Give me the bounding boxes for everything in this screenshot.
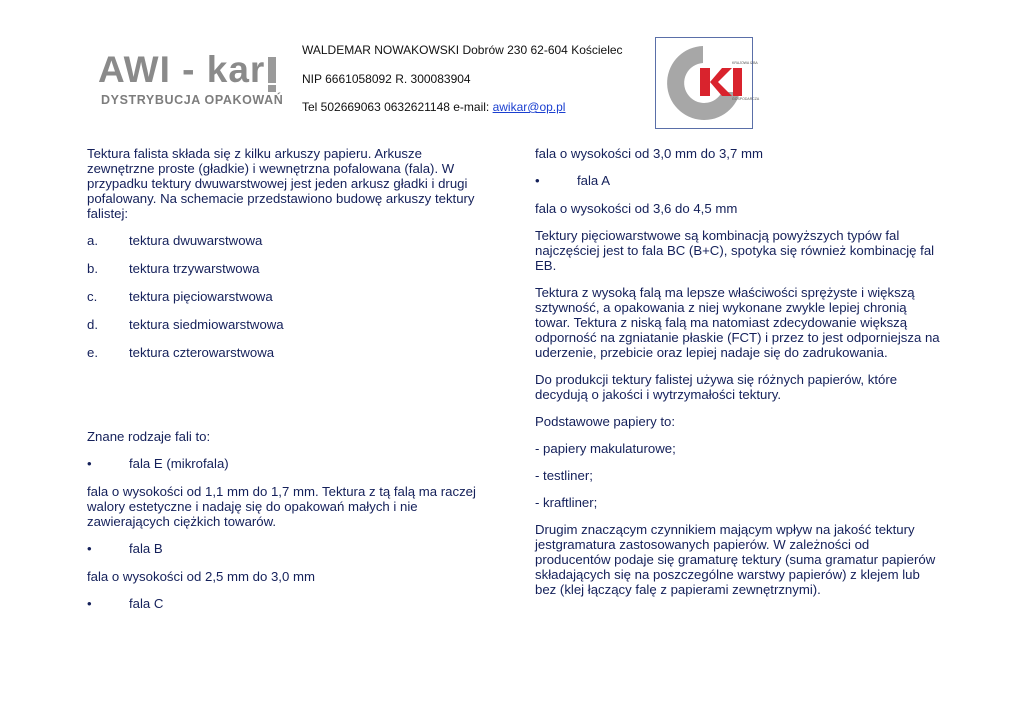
company-tax-ids: NIP 6661058092 R. 300083904	[302, 71, 471, 86]
bullet-marker: •	[87, 456, 92, 471]
chamber-emblem	[655, 37, 760, 129]
papers-intro-paragraph: Do produkcji tektury falistej używa się różnych papierów, które decydują o jakości i wytrzymałości tektury.	[535, 372, 898, 402]
list-marker: c.	[87, 289, 98, 304]
wave-list-item	[87, 456, 492, 471]
logo-dot-mark	[268, 85, 276, 92]
emblem-k-stem	[700, 68, 710, 96]
bullet-marker: •	[87, 541, 92, 556]
list-marker: a.	[87, 233, 98, 248]
list-marker: b.	[87, 261, 98, 276]
wave-list-item	[87, 596, 492, 611]
logo-tagline: DYSTRYBUCJA OPAKOWAŃ	[101, 93, 284, 107]
wave-height-paragraph: Tektura z wysoką falą ma lepsze właściwości sprężyste i większą sztywność, a opakowania z niej wykonane zwykle lepiej chronią towar. Tektura z niską falą ma natomiast zdecydowanie większą odporność na zgniatanie płaskie (FCT) i przez to jest odporniejsza na uderzenie, przebicie oraz lepiej nadaje się do zadrukowania.	[535, 285, 940, 360]
schema-spacer	[87, 373, 492, 429]
list-item-text: tektura czterowarstwowa	[129, 345, 275, 360]
bullet-marker: •	[535, 173, 540, 188]
waves-heading: Znane rodzaje fali to:	[87, 429, 211, 444]
type-list-item	[87, 261, 492, 276]
emblem-k-arms	[710, 68, 732, 96]
wave-label: fala A	[577, 173, 610, 188]
paper-item: - papiery makulaturowe;	[535, 441, 676, 456]
right-column	[535, 146, 940, 609]
emblem-i	[733, 68, 742, 96]
paper-item: - testliner;	[535, 468, 593, 483]
logo-bar-mark	[268, 57, 276, 83]
type-list-item	[87, 233, 492, 248]
emblem-small-text-2: GOSPODARCZA	[732, 97, 760, 101]
list-item-text: tektura dwuwarstwowa	[129, 233, 263, 248]
bullet-marker: •	[87, 596, 92, 611]
wave-label: fala E (mikrofala)	[129, 456, 229, 471]
email-link[interactable]: awikar@op.pl	[492, 100, 566, 114]
wave-description: fala o wysokości od 2,5 mm do 3,0 mm	[87, 569, 315, 584]
wave-description: fala o wysokości od 3,0 mm do 3,7 mm	[535, 146, 763, 161]
wave-list-item	[87, 541, 492, 556]
papers-heading: Podstawowe papiery to:	[535, 414, 676, 429]
five-layer-paragraph: Tektury pięciowarstwowe są kombinacją powyższych typów fal najczęściej jest to fala BC (B+C), spotyka się również kombinację fal EB.	[535, 228, 935, 273]
wave-list-item	[535, 173, 940, 188]
wave-label: fala C	[129, 596, 164, 611]
left-column	[87, 146, 492, 624]
list-item-text: tektura siedmiowarstwowa	[129, 317, 284, 332]
type-list-item	[87, 289, 492, 304]
wave-description: fala o wysokości od 3,6 do 4,5 mm	[535, 201, 738, 216]
list-marker: d.	[87, 317, 98, 332]
intro-paragraph: Tektura falista składa się z kilku arkuszy papieru. Arkusze zewnętrzne proste (gładkie) i wewnętrzna pofalowana (fala). W przypadku tektury dwuwarstwowej jest jeden arkusz gładki i drugi pofalowany. Na schemacie przedstawiono budowę arkuszy tektury falistej:	[87, 146, 475, 221]
type-list-item	[87, 317, 492, 332]
list-item-text: tektura pięciowarstwowa	[129, 289, 273, 304]
grammage-paragraph: Drugim znaczącym czynnikiem mającym wpływ na jakość tektury jestgramatura zastosowanych papierów. W zależności od producentów podaje się gramaturę tektury (suma gramatur papierów składających się na poszczególne warstwy papierów) z klejem lub bez (klej łączący falę z papierami zewnętrznymi).	[535, 522, 936, 597]
chamber-emblem-graphic	[656, 38, 760, 128]
list-item-text: tektura trzywarstwowa	[129, 261, 260, 276]
paper-item: - kraftliner;	[535, 495, 598, 510]
company-name-address: WALDEMAR NOWAKOWSKI Dobrów 230 62-604 Kościelec	[302, 43, 623, 57]
type-list-item	[87, 345, 492, 360]
emblem-small-text-1: KRAJOWA IZBA	[732, 61, 758, 65]
wave-description: fala o wysokości od 1,1 mm do 1,7 mm. Tektura z tą falą ma raczej walory estetyczne i nadaję się do opakowań małych i nie zawierających ciężkich towarów.	[87, 484, 476, 529]
company-logo	[98, 50, 283, 110]
company-contact	[302, 99, 623, 128]
phone-text: Tel 502669063 0632621148 e-mail:	[302, 100, 493, 114]
company-header-info	[302, 42, 623, 128]
list-marker: e.	[87, 345, 98, 360]
wave-label: fala B	[129, 541, 163, 556]
logo-name: AWI - kar	[98, 49, 266, 90]
